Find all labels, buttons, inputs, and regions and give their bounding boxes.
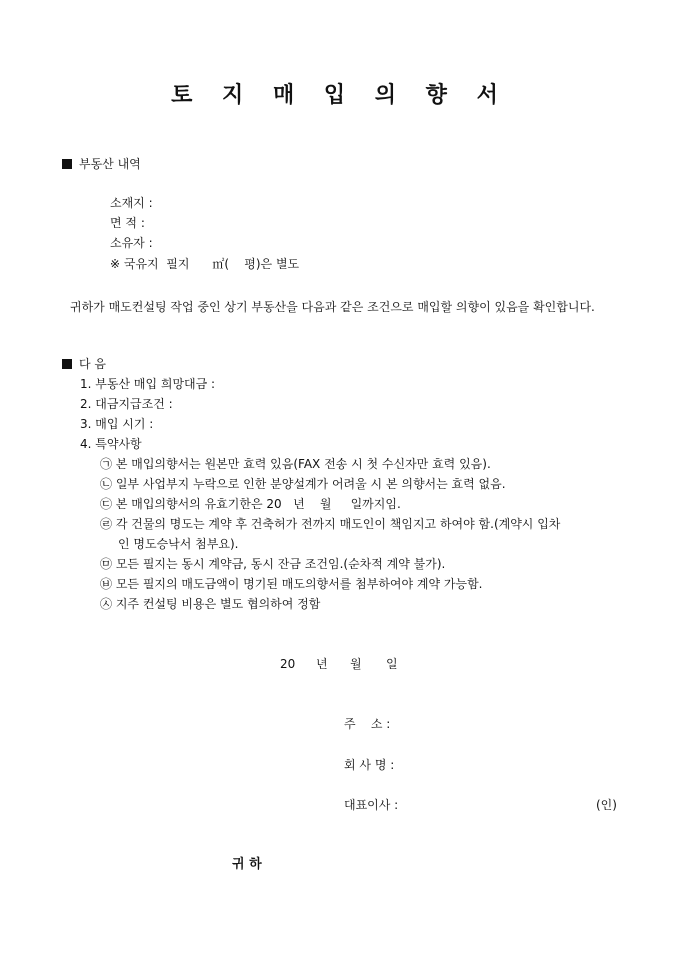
seal-mark: (인) — [596, 798, 617, 812]
field-location: 소재지 : — [110, 196, 153, 210]
square-bullet-icon — [62, 159, 72, 169]
address-label: 주 소 : — [344, 717, 391, 731]
section-heading-property — [62, 157, 141, 171]
section-heading-text: 다 음 — [79, 357, 106, 371]
recipient-honorific: 귀 하 — [232, 857, 262, 872]
term-1: ㉠ 본 매입의향서는 원본만 효력 있음(FAX 전송 시 첫 수신자만 효력 있음). — [100, 457, 491, 471]
field-owner: 소유자 : — [110, 236, 153, 250]
section-heading-details — [62, 357, 106, 371]
ceo-label: 대표이사 : — [344, 798, 399, 812]
date-year: 20 — [280, 657, 296, 671]
square-bullet-icon — [62, 359, 72, 369]
date-month-unit: 월 — [350, 657, 362, 671]
term-7: ㉦ 지주 컨설팅 비용은 별도 협의하여 정함 — [100, 597, 321, 611]
term-5: ㉤ 모든 필지는 동시 계약금, 동시 잔금 조건임.(순차적 계약 불가). — [100, 557, 446, 571]
term-6: ㉥ 모든 필지의 매도금액이 명기된 매도의향서를 첨부하여야 계약 가능함. — [100, 577, 483, 591]
term-3: ㉢ 본 매입의향서의 유효기한은 20 년 월 일까지임. — [100, 497, 401, 511]
note-state-land: ※ 국유지 필지 ㎡( 평)은 별도 — [110, 257, 300, 271]
term-2: ㉡ 일부 사업부지 누락으로 인한 분양설계가 어려울 시 본 의향서는 효력 없음. — [100, 477, 506, 491]
intro-paragraph: 귀하가 매도컨설팅 작업 중인 상기 부동산을 다음과 같은 조건으로 매입할 의향이 있음을 확인합니다. — [70, 300, 595, 314]
item-price: 1. 부동산 매입 희망대금 : — [80, 377, 216, 391]
document-title: 토 지 매 입 의 향 서 — [171, 83, 509, 108]
term-4-continued: 인 명도승낙서 첨부요). — [118, 537, 239, 551]
field-area: 면 적 : — [110, 216, 145, 230]
date-year-unit: 년 — [316, 657, 328, 671]
item-special-terms: 4. 특약사항 — [80, 437, 142, 451]
term-4: ㉣ 각 건물의 명도는 계약 후 건축허가 전까지 매도인이 책임지고 하여야 함.(계약시 입차 — [100, 517, 561, 531]
section-heading-text: 부동산 내역 — [79, 157, 141, 171]
date-day-unit: 일 — [386, 657, 398, 671]
item-purchase-timing: 3. 매입 시기 : — [80, 417, 154, 431]
company-name-label: 회 사 명 : — [344, 758, 395, 772]
item-payment-terms: 2. 대금지급조건 : — [80, 397, 173, 411]
